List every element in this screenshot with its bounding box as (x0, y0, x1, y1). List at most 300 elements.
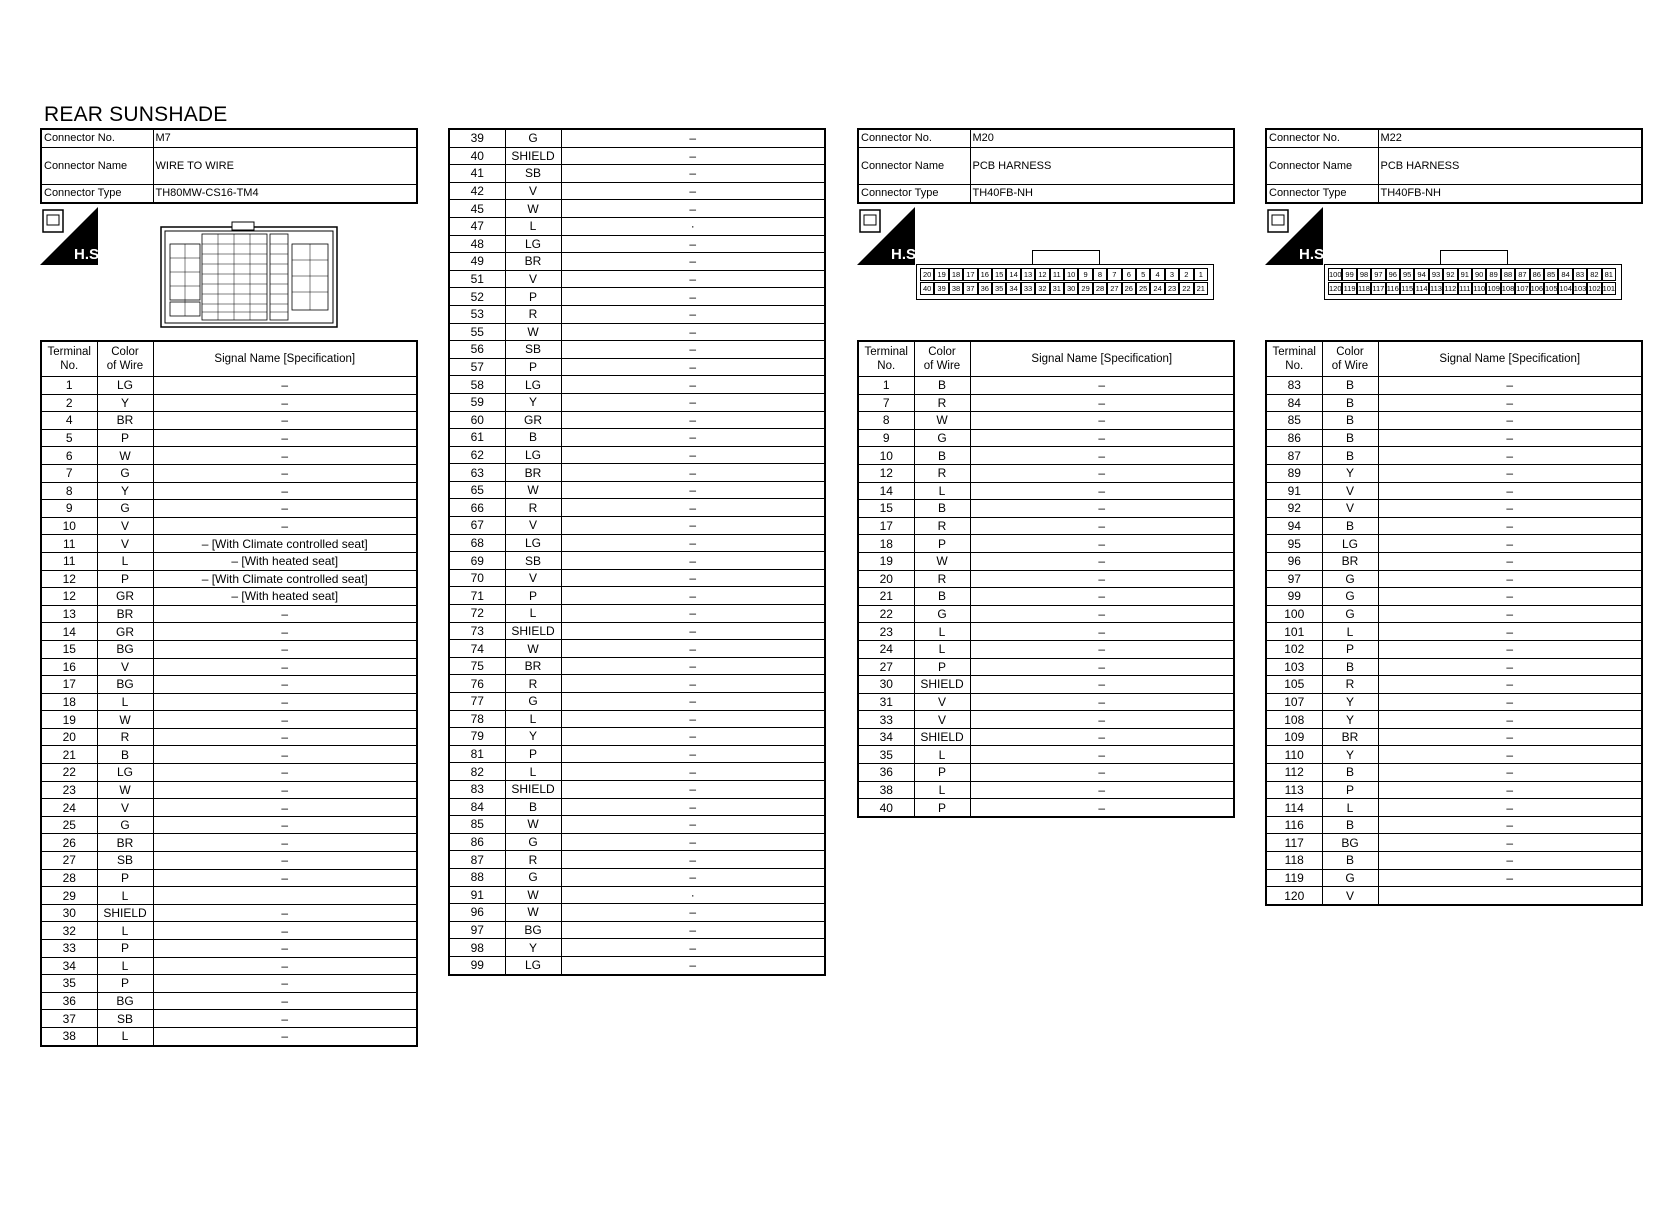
wire-color-cell: SB (505, 341, 561, 359)
signal-name-cell: – (970, 728, 1234, 746)
terminal-no-cell: 108 (1266, 711, 1322, 729)
terminal-no-cell: 84 (1266, 394, 1322, 412)
signal-name-cell: – (561, 693, 825, 711)
table-row (449, 816, 825, 834)
signal-name-cell: – (561, 429, 825, 447)
terminal-no-cell: 34 (41, 957, 97, 975)
signal-name-cell: – (561, 622, 825, 640)
terminal-no-cell: 2 (41, 394, 97, 412)
table-row (1266, 482, 1642, 500)
table-row (449, 393, 825, 411)
table-row (858, 500, 1234, 518)
signal-name-cell: – (153, 869, 417, 887)
connector-pin: 93 (1429, 268, 1443, 281)
terminal-no-cell: 86 (1266, 429, 1322, 447)
terminal-no-cell: 1 (858, 377, 914, 395)
table-row (41, 781, 417, 799)
terminal-no-cell: 109 (1266, 728, 1322, 746)
signal-name-cell: – (561, 323, 825, 341)
terminal-no-cell: 35 (858, 746, 914, 764)
m7-continued-terminal-table (448, 128, 826, 976)
table-row (41, 887, 417, 905)
terminal-no-cell: 14 (41, 623, 97, 641)
wire-color-cell: SB (505, 552, 561, 570)
wire-color-cell: Y (1322, 746, 1378, 764)
terminal-no-cell: 12 (858, 464, 914, 482)
wire-color-cell: B (1322, 816, 1378, 834)
terminal-no-cell: 4 (41, 412, 97, 430)
wire-color-cell: BR (97, 834, 153, 852)
table-row (449, 288, 825, 306)
connector-pin: 21 (1194, 282, 1208, 295)
signal-name-cell: – (153, 1027, 417, 1045)
wire-color-cell: L (914, 781, 970, 799)
wire-color-cell: L (505, 217, 561, 235)
wire-color-cell: P (914, 658, 970, 676)
wire-color-cell: L (505, 710, 561, 728)
terminal-no-cell: 63 (449, 464, 505, 482)
terminal-no-cell: 55 (449, 323, 505, 341)
signal-name-cell: – (1378, 764, 1642, 782)
table-row (858, 658, 1234, 676)
connector-pin: 10 (1064, 268, 1078, 281)
connector-pin: 88 (1501, 268, 1515, 281)
wire-color-cell: L (505, 763, 561, 781)
signal-name-cell: – (1378, 588, 1642, 606)
connector-m22-section (1265, 128, 1643, 204)
table-row (1266, 658, 1642, 676)
connector-pin: 85 (1544, 268, 1558, 281)
signal-name-cell: – (1378, 517, 1642, 535)
table-row (449, 640, 825, 658)
table-row (1266, 552, 1642, 570)
terminal-no-cell: 10 (41, 517, 97, 535)
terminal-no-cell: 17 (41, 676, 97, 694)
table-row (449, 552, 825, 570)
connector-m20-section (857, 128, 1235, 204)
signal-name-cell (1378, 887, 1642, 905)
signal-name-cell: – (970, 482, 1234, 500)
signal-name-cell: – (970, 412, 1234, 430)
signal-name-cell: – (561, 376, 825, 394)
connector-pin: 15 (992, 268, 1006, 281)
signal-name-cell: – (561, 710, 825, 728)
m20-terminal-table-wrap (857, 340, 1235, 818)
connector-pin: 37 (963, 282, 977, 295)
connector-pin: 5 (1136, 268, 1150, 281)
terminal-no-cell: 24 (858, 640, 914, 658)
signal-name-cell: – (153, 500, 417, 518)
wire-color-cell: B (1322, 764, 1378, 782)
hs-label: H.S. (1299, 246, 1329, 263)
connector-pin: 4 (1150, 268, 1164, 281)
terminal-no-cell: 92 (1266, 500, 1322, 518)
terminal-no-cell: 28 (41, 869, 97, 887)
table-row (449, 939, 825, 957)
wire-color-cell: B (505, 429, 561, 447)
signal-name-cell: – (153, 992, 417, 1010)
wire-color-cell: P (505, 288, 561, 306)
table-row (1266, 447, 1642, 465)
wire-color-cell: G (914, 605, 970, 623)
table-row (1266, 623, 1642, 641)
signal-name-cell: – (1378, 816, 1642, 834)
wire-color-cell: P (97, 570, 153, 588)
table-row (1266, 588, 1642, 606)
terminal-no-cell: 91 (449, 886, 505, 904)
terminal-no-cell: 8 (41, 482, 97, 500)
terminal-no-cell: 38 (858, 781, 914, 799)
col-signal-name: Signal Name [Specification] (970, 341, 1234, 377)
table-row (858, 394, 1234, 412)
wire-color-cell: L (1322, 623, 1378, 641)
terminal-no-cell: 58 (449, 376, 505, 394)
wire-color-cell: LG (1322, 535, 1378, 553)
terminal-no-cell: 1 (41, 377, 97, 395)
connector-pin: 16 (978, 268, 992, 281)
connector-pin: 9 (1078, 268, 1092, 281)
label-connector-name: Connector Name (41, 148, 153, 185)
signal-name-cell: – (970, 552, 1234, 570)
terminal-no-cell: 61 (449, 429, 505, 447)
table-row (1266, 412, 1642, 430)
wire-color-cell: V (505, 517, 561, 535)
signal-name-cell: – (1378, 640, 1642, 658)
signal-name-cell: – (153, 799, 417, 817)
table-row (1266, 429, 1642, 447)
table-row (41, 799, 417, 817)
terminal-no-cell: 89 (1266, 464, 1322, 482)
signal-name-cell: – (1378, 377, 1642, 395)
wire-color-cell: B (1322, 429, 1378, 447)
terminal-no-cell: 97 (449, 921, 505, 939)
signal-name-cell: – (970, 464, 1234, 482)
wire-color-cell: B (914, 500, 970, 518)
label-connector-name: Connector Name (1266, 148, 1378, 185)
terminal-no-cell: 56 (449, 341, 505, 359)
table-row (449, 411, 825, 429)
wire-color-cell: GR (97, 588, 153, 606)
connector-pin: 24 (1150, 282, 1164, 295)
table-row (449, 622, 825, 640)
table-row (858, 588, 1234, 606)
terminal-no-cell: 15 (41, 640, 97, 658)
m7-continued-section (448, 128, 826, 976)
wire-color-cell: G (505, 129, 561, 147)
wire-color-cell: B (1322, 852, 1378, 870)
signal-name-cell: – (1378, 429, 1642, 447)
terminal-no-cell: 91 (1266, 482, 1322, 500)
label-connector-no: Connector No. (858, 129, 970, 148)
wire-color-cell: Y (97, 482, 153, 500)
connector-type-value: TH80MW-CS16-TM4 (153, 185, 417, 204)
connector-m7-header (40, 128, 418, 204)
table-row (1266, 605, 1642, 623)
terminal-no-cell: 86 (449, 833, 505, 851)
terminal-no-cell: 97 (1266, 570, 1322, 588)
terminal-no-cell: 6 (41, 447, 97, 465)
connector-pin: 101 (1602, 284, 1616, 293)
wire-color-cell: V (505, 569, 561, 587)
table-row (449, 358, 825, 376)
table-row (858, 464, 1234, 482)
signal-name-cell: – (153, 605, 417, 623)
wire-color-cell: G (914, 429, 970, 447)
terminal-no-cell: 76 (449, 675, 505, 693)
connector-m20-header (857, 128, 1235, 204)
label-connector-type: Connector Type (858, 185, 970, 204)
signal-name-cell: – (561, 745, 825, 763)
terminal-no-cell: 110 (1266, 746, 1322, 764)
table-row (449, 763, 825, 781)
signal-name-cell: – (970, 535, 1234, 553)
connector-pin: 84 (1558, 268, 1572, 281)
signal-name-cell: – (153, 394, 417, 412)
connector-pin: 8 (1093, 268, 1107, 281)
terminal-no-cell: 73 (449, 622, 505, 640)
terminal-no-cell: 13 (41, 605, 97, 623)
terminal-no-cell: 16 (41, 658, 97, 676)
terminal-no-cell: 41 (449, 165, 505, 183)
signal-name-cell: – (1378, 676, 1642, 694)
terminal-no-cell: 83 (1266, 377, 1322, 395)
terminal-no-cell: 27 (41, 852, 97, 870)
terminal-no-cell: 99 (449, 956, 505, 974)
table-row (41, 658, 417, 676)
table-row (449, 235, 825, 253)
wire-color-cell: B (1322, 377, 1378, 395)
terminal-no-cell: 38 (41, 1027, 97, 1045)
terminal-no-cell: 33 (858, 711, 914, 729)
terminal-no-cell: 87 (1266, 447, 1322, 465)
wire-color-cell: SB (97, 852, 153, 870)
wire-color-cell: LG (505, 534, 561, 552)
wire-color-cell: L (97, 922, 153, 940)
connector-pin: 109 (1487, 284, 1500, 293)
table-row (449, 728, 825, 746)
table-row (449, 182, 825, 200)
connector-pin: 22 (1179, 282, 1193, 295)
wire-color-cell: B (914, 447, 970, 465)
connector-pin: 36 (978, 282, 992, 295)
terminal-no-cell: 24 (41, 799, 97, 817)
terminal-no-cell: 12 (41, 570, 97, 588)
terminal-no-cell: 25 (41, 816, 97, 834)
wire-color-cell: L (914, 482, 970, 500)
connector-pin: 11 (1050, 268, 1064, 281)
connector-pin: 39 (934, 282, 948, 295)
connector-pin: 111 (1459, 284, 1471, 293)
wire-color-cell: G (505, 868, 561, 886)
connector-no-value: M20 (970, 129, 1234, 148)
terminal-no-cell: 30 (41, 904, 97, 922)
col-terminal-no: Terminal No. (1266, 341, 1322, 377)
table-row (41, 975, 417, 993)
wire-color-cell: L (97, 552, 153, 570)
terminal-no-cell: 51 (449, 270, 505, 288)
terminal-no-cell: 47 (449, 217, 505, 235)
connector-pin: 1 (1194, 268, 1208, 281)
wire-color-cell: LG (505, 376, 561, 394)
hs-connector-icon (1265, 207, 1329, 265)
table-row (858, 693, 1234, 711)
terminal-no-cell: 113 (1266, 781, 1322, 799)
terminal-no-cell: 35 (41, 975, 97, 993)
wire-color-cell: R (505, 305, 561, 323)
terminal-no-cell: 36 (858, 764, 914, 782)
terminal-no-cell: 57 (449, 358, 505, 376)
signal-name-cell: – (1378, 464, 1642, 482)
signal-name-cell: – (153, 429, 417, 447)
wire-color-cell: R (505, 499, 561, 517)
wire-color-cell: W (505, 200, 561, 218)
terminal-no-cell: 102 (1266, 640, 1322, 658)
table-row (449, 780, 825, 798)
signal-name-cell: – (561, 235, 825, 253)
terminal-no-cell: 85 (1266, 412, 1322, 430)
table-row (858, 482, 1234, 500)
wire-color-cell: G (505, 693, 561, 711)
signal-name-cell: – (561, 182, 825, 200)
table-row (858, 711, 1234, 729)
terminal-no-cell: 82 (449, 763, 505, 781)
wire-color-cell: P (97, 869, 153, 887)
signal-name-cell: – (153, 957, 417, 975)
wire-color-cell: P (1322, 781, 1378, 799)
wire-color-cell: W (914, 412, 970, 430)
wire-color-cell: R (97, 728, 153, 746)
connector-type-value: TH40FB-NH (1378, 185, 1642, 204)
wire-color-cell: P (914, 535, 970, 553)
signal-name-cell: – (561, 569, 825, 587)
wire-color-cell: B (1322, 447, 1378, 465)
signal-name-cell: – (1378, 623, 1642, 641)
signal-name-cell: – [With Climate controlled seat] (153, 570, 417, 588)
wire-color-cell: L (97, 887, 153, 905)
signal-name-cell: – (1378, 852, 1642, 870)
terminal-no-cell: 77 (449, 693, 505, 711)
table-row (858, 570, 1234, 588)
signal-name-cell: – (970, 517, 1234, 535)
connector-pin: 26 (1122, 282, 1136, 295)
terminal-no-cell: 19 (41, 711, 97, 729)
table-row (41, 904, 417, 922)
signal-name-cell: – (153, 482, 417, 500)
terminal-no-cell: 39 (449, 129, 505, 147)
terminal-no-cell: 100 (1266, 605, 1322, 623)
col-color-of-wire: Color of Wire (914, 341, 970, 377)
terminal-no-cell: 14 (858, 482, 914, 500)
table-row (858, 764, 1234, 782)
table-row (1266, 500, 1642, 518)
wire-color-cell: LG (97, 377, 153, 395)
table-row (41, 447, 417, 465)
connector-pin: 117 (1372, 284, 1385, 293)
terminal-no-cell: 37 (41, 1010, 97, 1028)
terminal-no-cell: 78 (449, 710, 505, 728)
table-row (1266, 711, 1642, 729)
connector-pin: 89 (1486, 268, 1500, 281)
signal-name-cell: – (561, 411, 825, 429)
signal-name-cell: – (561, 499, 825, 517)
signal-name-cell: – (153, 816, 417, 834)
connector-no-value: M7 (153, 129, 417, 148)
table-row (449, 657, 825, 675)
signal-name-cell: – (970, 447, 1234, 465)
table-row (41, 816, 417, 834)
connector-pin: 33 (1021, 282, 1035, 295)
wire-color-cell: G (1322, 570, 1378, 588)
table-row (449, 956, 825, 974)
connector-pin: 104 (1559, 284, 1572, 293)
wire-color-cell: W (505, 323, 561, 341)
terminal-no-cell: 96 (1266, 552, 1322, 570)
table-row (858, 746, 1234, 764)
table-row (858, 429, 1234, 447)
wire-color-cell: BG (97, 676, 153, 694)
signal-name-cell: – (561, 780, 825, 798)
wire-color-cell: SHIELD (914, 676, 970, 694)
hs-label: H.S. (74, 246, 104, 263)
connector-name-value: PCB HARNESS (970, 148, 1234, 185)
terminal-no-cell: 71 (449, 587, 505, 605)
signal-name-cell: – (1378, 711, 1642, 729)
wire-color-cell: V (97, 535, 153, 553)
wire-color-cell: P (505, 745, 561, 763)
signal-name-cell: – (153, 1010, 417, 1028)
signal-name-cell: – (561, 675, 825, 693)
terminal-no-cell: 66 (449, 499, 505, 517)
terminal-no-cell: 33 (41, 940, 97, 958)
signal-name-cell: – (561, 305, 825, 323)
terminal-no-cell: 48 (449, 235, 505, 253)
table-row (858, 676, 1234, 694)
signal-name-cell: – (1378, 799, 1642, 817)
signal-name-cell: – (153, 764, 417, 782)
table-row (1266, 535, 1642, 553)
wire-color-cell: B (505, 798, 561, 816)
terminal-no-cell: 119 (1266, 869, 1322, 887)
signal-name-cell: – (153, 623, 417, 641)
signal-name-cell: – (561, 798, 825, 816)
connector-pin: 6 (1122, 268, 1136, 281)
terminal-no-cell: 15 (858, 500, 914, 518)
wire-color-cell: B (1322, 658, 1378, 676)
signal-name-cell: – (561, 605, 825, 623)
wire-color-cell: LG (505, 956, 561, 974)
table-row (1266, 887, 1642, 905)
table-row (1266, 834, 1642, 852)
table-row (858, 781, 1234, 799)
signal-name-cell: – (970, 570, 1234, 588)
terminal-no-cell: 95 (1266, 535, 1322, 553)
signal-name-cell: – (1378, 447, 1642, 465)
connector-name-value: WIRE TO WIRE (153, 148, 417, 185)
wire-color-cell: L (914, 623, 970, 641)
signal-name-cell: – (1378, 693, 1642, 711)
terminal-no-cell: 87 (449, 851, 505, 869)
wire-color-cell: R (914, 394, 970, 412)
table-row (1266, 799, 1642, 817)
label-connector-type: Connector Type (41, 185, 153, 204)
terminal-no-cell: 27 (858, 658, 914, 676)
wire-color-cell: L (97, 1027, 153, 1045)
terminal-no-cell: 9 (858, 429, 914, 447)
wire-color-cell: L (914, 640, 970, 658)
signal-name-cell: – (153, 517, 417, 535)
signal-name-cell: – (1378, 658, 1642, 676)
terminal-no-cell: 23 (858, 623, 914, 641)
